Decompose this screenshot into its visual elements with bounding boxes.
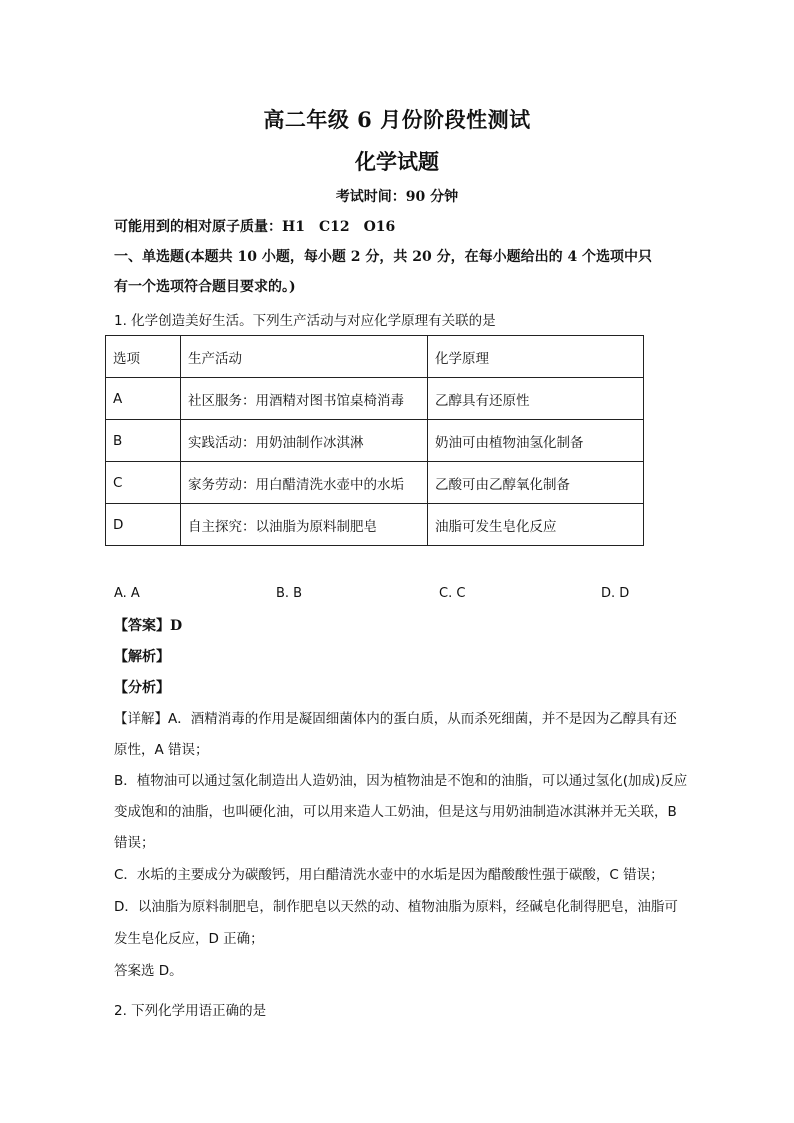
option-c: C. C: [439, 586, 466, 601]
detail-line: D．以油脂为原料制肥皂，制作肥皂以天然的动、植物油脂为原料，经碱皂化制得肥皂，油脂可: [114, 899, 678, 915]
table-cell: 油脂可发生皂化反应: [428, 504, 644, 546]
table-cell: 家务劳动：用白醋清洗水壶中的水垢: [181, 462, 428, 504]
question-1-stem: 1. 化学创造美好生活。下列生产活动与对应化学原理有关联的是: [114, 313, 496, 329]
table-row: [106, 420, 644, 462]
table-cell: 社区服务：用酒精对图书馆桌椅消毒: [181, 378, 428, 420]
subject-title: 化学试题: [355, 149, 439, 174]
table-cell: B: [106, 420, 181, 462]
exam-time: 考试时间：90 分钟: [335, 189, 459, 205]
detail-line: 变成饱和的油脂，也叫硬化油，可以用来造人工奶油，但是这与用奶油制造冰淇淋并无关联，B: [114, 804, 677, 820]
table-cell: D: [106, 504, 181, 546]
detail-line: 错误；: [114, 835, 155, 851]
section-heading-line1: 一、单选题(本题共 10 小题，每小题 2 分，共 20 分，在每小题给出的 4 个选项中只: [114, 249, 653, 265]
analysis-label: 【解析】: [114, 649, 170, 665]
atomic-mass-note: 可能用到的相对原子质量：H1 C12 O16: [114, 219, 396, 235]
option-d: D. D: [601, 586, 630, 601]
table-header-cell: 生产活动: [181, 336, 428, 378]
table-cell: 实践活动：用奶油制作冰淇淋: [181, 420, 428, 462]
fenxi-label: 【分析】: [114, 680, 170, 696]
table-row: [106, 462, 644, 504]
detail-line: 【详解】A．酒精消毒的作用是凝固细菌体内的蛋白质，从而杀死细菌，并不是因为乙醇具有还: [114, 711, 677, 727]
answer-label: 【答案】D: [114, 618, 183, 634]
detail-line: 原性，A 错误；: [114, 742, 209, 758]
detail-line: 发生皂化反应，D 正确；: [114, 931, 264, 947]
option-b: B. B: [276, 586, 303, 601]
table-header-cell: 选项: [106, 336, 181, 378]
section-heading-line2: 有一个选项符合题目要求的。): [114, 279, 296, 295]
table-cell: 奶油可由植物油氢化制备: [428, 420, 644, 462]
question-1-table: [105, 335, 644, 546]
table-row: [106, 504, 644, 546]
table-row: [106, 378, 644, 420]
page-title: 高二年级 6 月份阶段性测试: [263, 107, 531, 132]
table-cell: C: [106, 462, 181, 504]
detail-line: B．植物油可以通过氢化制造出人造奶油，因为植物油是不饱和的油脂，可以通过氢化(加成)反应: [114, 773, 688, 789]
table-cell: 乙酸可由乙醇氧化制备: [428, 462, 644, 504]
table-cell: A: [106, 378, 181, 420]
answer-conclusion: 答案选 D。: [114, 963, 183, 979]
detail-line: C．水垢的主要成分为碳酸钙，用白醋清洗水壶中的水垢是因为醋酸酸性强于碳酸，C 错误；: [114, 867, 664, 883]
table-header-cell: 化学原理: [428, 336, 644, 378]
table-cell: 乙醇具有还原性: [428, 378, 644, 420]
table-cell: 自主探究：以油脂为原料制肥皂: [181, 504, 428, 546]
question-2-stem: 2. 下列化学用语正确的是: [114, 1003, 267, 1019]
table-header-row: [106, 336, 644, 378]
option-a: A. A: [114, 586, 140, 601]
